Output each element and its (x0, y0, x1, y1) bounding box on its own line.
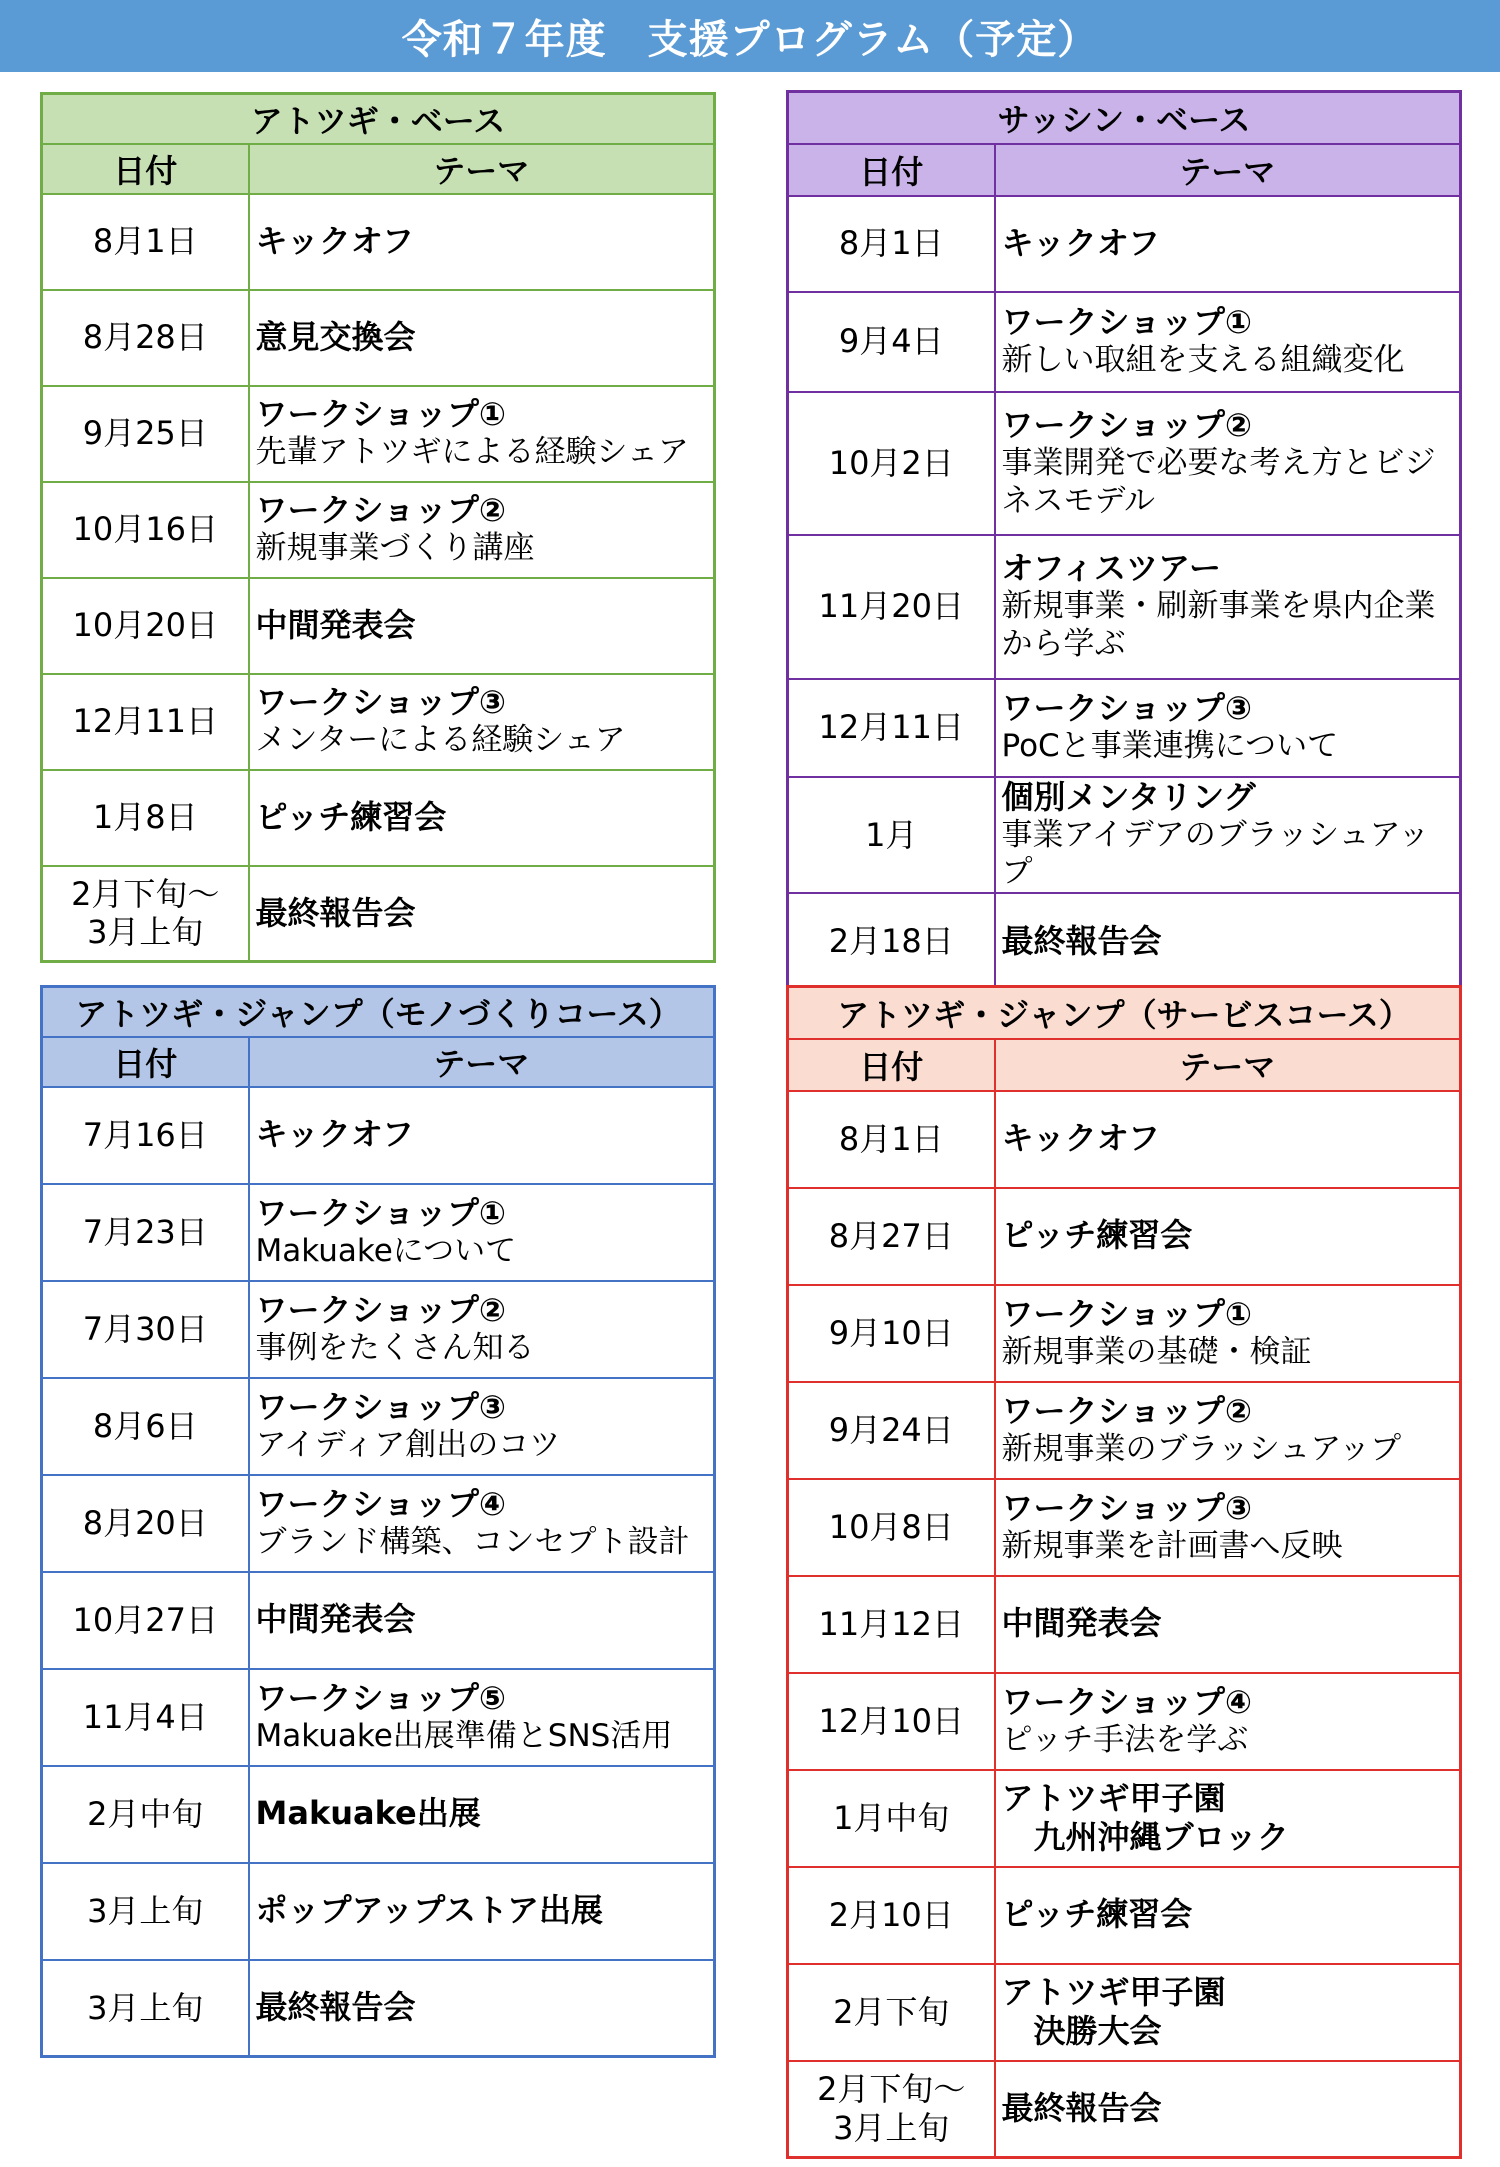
theme-title: 意見交換会 (255, 317, 416, 356)
theme-description: PoCと事業連携について (1001, 728, 1339, 765)
table-title: アトツギ・ジャンプ（サービスコース） (788, 987, 1461, 1039)
theme-cell (995, 1673, 1461, 1770)
header-theme: テーマ (995, 144, 1461, 196)
header-date: 日付 (42, 144, 249, 194)
theme-description-cont: から学ぶ (1001, 626, 1126, 663)
theme-cell (249, 194, 715, 290)
date-cell: 10月27日 (42, 1572, 249, 1669)
theme-title: 最終報告会 (1001, 921, 1162, 960)
table-row (42, 578, 715, 674)
theme-description: Makuake出展準備とSNS活用 (255, 1717, 673, 1754)
date-cell: 7月16日 (42, 1087, 249, 1184)
table-row (788, 777, 1461, 894)
theme-cell (995, 392, 1461, 535)
table-title: アトツギ・ベース (42, 94, 715, 144)
date-cell: 2月18日 (788, 893, 995, 990)
theme-cell (995, 1770, 1461, 1867)
theme-title: キックオフ (1001, 223, 1160, 262)
date-cell: 11月20日 (788, 535, 995, 679)
theme-cell (995, 535, 1461, 679)
table-title: アトツギ・ジャンプ（モノづくりコース） (42, 987, 715, 1037)
theme-description: 新規事業の基礎・検証 (1001, 1333, 1312, 1370)
header-date: 日付 (42, 1037, 249, 1087)
theme-cell (995, 1867, 1461, 1964)
date-cell: 8月1日 (788, 1091, 995, 1188)
date-cell: 2月10日 (788, 1867, 995, 1964)
table-row (788, 1770, 1461, 1867)
theme-title: 個別メンタリング (1001, 777, 1256, 816)
theme-title: ワークショップ① (1001, 303, 1252, 342)
date-cell: 12月11日 (788, 679, 995, 777)
table-row (42, 1572, 715, 1669)
date-line-1: 2月下旬～ (817, 2070, 966, 2109)
theme-cell (249, 1475, 715, 1572)
theme-title: アトツギ甲子園 (1001, 1972, 1226, 2011)
theme-title: ピッチ練習会 (1001, 1895, 1193, 1934)
program-table-sasshin-base (786, 90, 1462, 992)
theme-cell (249, 1669, 715, 1766)
theme-title: 最終報告会 (1001, 2089, 1162, 2128)
theme-description: 事業アイデアのブラッシュアップ (1001, 816, 1430, 891)
table-row (788, 679, 1461, 777)
theme-title: アトツギ甲子園 (1001, 1778, 1226, 1817)
date-cell: 8月28日 (42, 290, 249, 386)
theme-cell (249, 1766, 715, 1863)
theme-title: ワークショップ① (255, 395, 506, 434)
theme-title: ワークショップ④ (255, 1484, 506, 1523)
date-cell: 10月20日 (42, 578, 249, 674)
date-cell: 7月30日 (42, 1281, 249, 1378)
date-cell: 9月4日 (788, 292, 995, 392)
theme-title: ワークショップ② (1001, 405, 1252, 444)
theme-title: ワークショップ③ (1001, 1488, 1252, 1527)
table-row (788, 1576, 1461, 1673)
theme-description: 新しい取組を支える組織変化 (1001, 342, 1405, 379)
theme-cell (995, 1964, 1461, 2061)
theme-description: 事例をたくさん知る (255, 1329, 535, 1366)
theme-cell (995, 196, 1461, 292)
table-row (42, 386, 715, 482)
header-theme: テーマ (995, 1039, 1461, 1091)
theme-cell (249, 866, 715, 962)
theme-cell (995, 679, 1461, 777)
theme-description: Makuakeについて (255, 1232, 517, 1269)
theme-title-cont: 九州沖縄ブロック (1033, 1818, 1289, 1856)
date-line-2: 3月上旬 (87, 913, 204, 952)
date-cell: 8月27日 (788, 1188, 995, 1285)
theme-cell (249, 290, 715, 386)
table-title: サッシン・ベース (788, 92, 1461, 144)
program-table-jump-monozukuri (40, 985, 716, 2058)
date-cell: 3月上旬 (42, 1960, 249, 2057)
table-row (42, 1378, 715, 1475)
date-cell: 9月10日 (788, 1285, 995, 1382)
theme-cell (995, 2061, 1461, 2158)
theme-title: ワークショップ② (255, 1290, 506, 1329)
theme-title: ワークショップ③ (255, 1387, 506, 1426)
theme-title: 中間発表会 (255, 1600, 416, 1639)
table-row (788, 535, 1461, 679)
table-row (788, 392, 1461, 535)
date-cell: 11月4日 (42, 1669, 249, 1766)
date-cell: 8月6日 (42, 1378, 249, 1475)
date-cell: 7月23日 (42, 1184, 249, 1281)
theme-cell (995, 893, 1461, 990)
date-cell: 10月16日 (42, 482, 249, 578)
date-cell: 11月12日 (788, 1576, 995, 1673)
theme-description: 新規事業を計画書へ反映 (1001, 1527, 1343, 1564)
date-cell: 12月10日 (788, 1673, 995, 1770)
theme-title: ワークショップ⑤ (255, 1678, 506, 1717)
table-row (42, 674, 715, 770)
theme-description: 新規事業のブラッシュアップ (1001, 1430, 1402, 1467)
theme-description: 先輩アトツギによる経験シェア (255, 434, 689, 471)
date-line-2: 3月上旬 (833, 2108, 950, 2147)
table-row (788, 893, 1461, 990)
date-cell: 10月2日 (788, 392, 995, 535)
theme-cell (249, 1378, 715, 1475)
table-row (42, 866, 715, 962)
theme-cell (249, 770, 715, 866)
theme-title: 中間発表会 (1001, 1604, 1162, 1643)
program-table-atotsugi-base (40, 92, 716, 963)
theme-cell (995, 1188, 1461, 1285)
program-table-jump-service (786, 985, 1462, 2159)
table-row (42, 1184, 715, 1281)
table-row (42, 1281, 715, 1378)
table-row (788, 1091, 1461, 1188)
date-cell: 9月25日 (42, 386, 249, 482)
theme-cell (249, 1960, 715, 2057)
theme-title: Makuake出展 (255, 1794, 481, 1833)
page-title: 令和７年度 支援プログラム（予定） (0, 0, 1500, 72)
theme-description: メンターによる経験シェア (255, 722, 626, 759)
theme-cell (995, 1479, 1461, 1576)
theme-title: ポップアップストア出展 (255, 1891, 604, 1930)
date-cell: 1月 (788, 777, 995, 894)
theme-cell (249, 674, 715, 770)
theme-title: キックオフ (255, 221, 414, 260)
table-row (788, 1188, 1461, 1285)
theme-title: ワークショップ④ (1001, 1682, 1252, 1721)
date-cell: 12月11日 (42, 674, 249, 770)
theme-title: 最終報告会 (255, 1988, 416, 2027)
date-cell: 2月下旬 (788, 1964, 995, 2061)
theme-description: 新規事業・刷新事業を県内企業 (1001, 588, 1436, 625)
table-row (42, 482, 715, 578)
table-row (788, 1964, 1461, 2061)
date-cell: 8月1日 (42, 194, 249, 290)
theme-cell (995, 1285, 1461, 1382)
theme-cell (249, 1087, 715, 1184)
theme-title: キックオフ (255, 1115, 414, 1154)
table-row (42, 1087, 715, 1184)
theme-title: ピッチ練習会 (1001, 1216, 1193, 1255)
table-row (788, 1479, 1461, 1576)
table-row (42, 290, 715, 386)
theme-cell (995, 1091, 1461, 1188)
theme-description: ブランド構築、コンセプト設計 (255, 1523, 690, 1560)
date-cell: 1月8日 (42, 770, 249, 866)
table-row (788, 196, 1461, 292)
theme-cell (249, 1572, 715, 1669)
header-theme: テーマ (249, 1037, 715, 1087)
date-cell (788, 2061, 995, 2158)
theme-description-cont: ネスモデル (1001, 482, 1155, 519)
date-cell (42, 866, 249, 962)
theme-cell (995, 777, 1461, 894)
theme-title-cont: 決勝大会 (1033, 2012, 1162, 2050)
theme-title: オフィスツアー (1001, 549, 1222, 588)
theme-title: 最終報告会 (255, 893, 416, 932)
table-row (42, 1766, 715, 1863)
table-row (42, 770, 715, 866)
theme-title: ワークショップ③ (1001, 689, 1252, 728)
date-cell: 9月24日 (788, 1382, 995, 1479)
header-date: 日付 (788, 144, 995, 196)
header-theme: テーマ (249, 144, 715, 194)
theme-title: ワークショップ② (255, 491, 506, 530)
date-cell: 2月中旬 (42, 1766, 249, 1863)
table-row (788, 1673, 1461, 1770)
theme-cell (249, 482, 715, 578)
date-cell: 10月8日 (788, 1479, 995, 1576)
theme-title: キックオフ (1001, 1119, 1160, 1158)
theme-cell (995, 1382, 1461, 1479)
theme-title: ピッチ練習会 (255, 797, 447, 836)
table-row (42, 1960, 715, 2057)
theme-cell (249, 1281, 715, 1378)
theme-title: ワークショップ① (1001, 1294, 1252, 1333)
theme-cell (249, 578, 715, 674)
theme-title: ワークショップ① (255, 1193, 506, 1232)
theme-description: 新規事業づくり講座 (255, 530, 535, 567)
table-row (788, 2061, 1461, 2158)
theme-description: 事業開発で必要な考え方とビジ (1001, 444, 1436, 481)
theme-description: ピッチ手法を学ぶ (1001, 1721, 1249, 1758)
theme-description: アイディア創出のコツ (255, 1426, 561, 1463)
theme-cell (249, 1863, 715, 1960)
header-date: 日付 (788, 1039, 995, 1091)
table-row (42, 1669, 715, 1766)
theme-cell (995, 292, 1461, 392)
theme-title: ワークショップ③ (255, 683, 506, 722)
date-line-1: 2月下旬～ (71, 874, 220, 913)
table-row (788, 292, 1461, 392)
theme-cell (249, 1184, 715, 1281)
table-row (42, 1863, 715, 1960)
table-row (42, 194, 715, 290)
table-row (42, 1475, 715, 1572)
theme-title: 中間発表会 (255, 605, 416, 644)
theme-title: ワークショップ② (1001, 1391, 1252, 1430)
date-cell: 8月1日 (788, 196, 995, 292)
table-row (788, 1867, 1461, 1964)
theme-cell (995, 1576, 1461, 1673)
date-cell: 3月上旬 (42, 1863, 249, 1960)
table-row (788, 1382, 1461, 1479)
theme-cell (249, 386, 715, 482)
date-cell: 8月20日 (42, 1475, 249, 1572)
table-row (788, 1285, 1461, 1382)
date-cell: 1月中旬 (788, 1770, 995, 1867)
